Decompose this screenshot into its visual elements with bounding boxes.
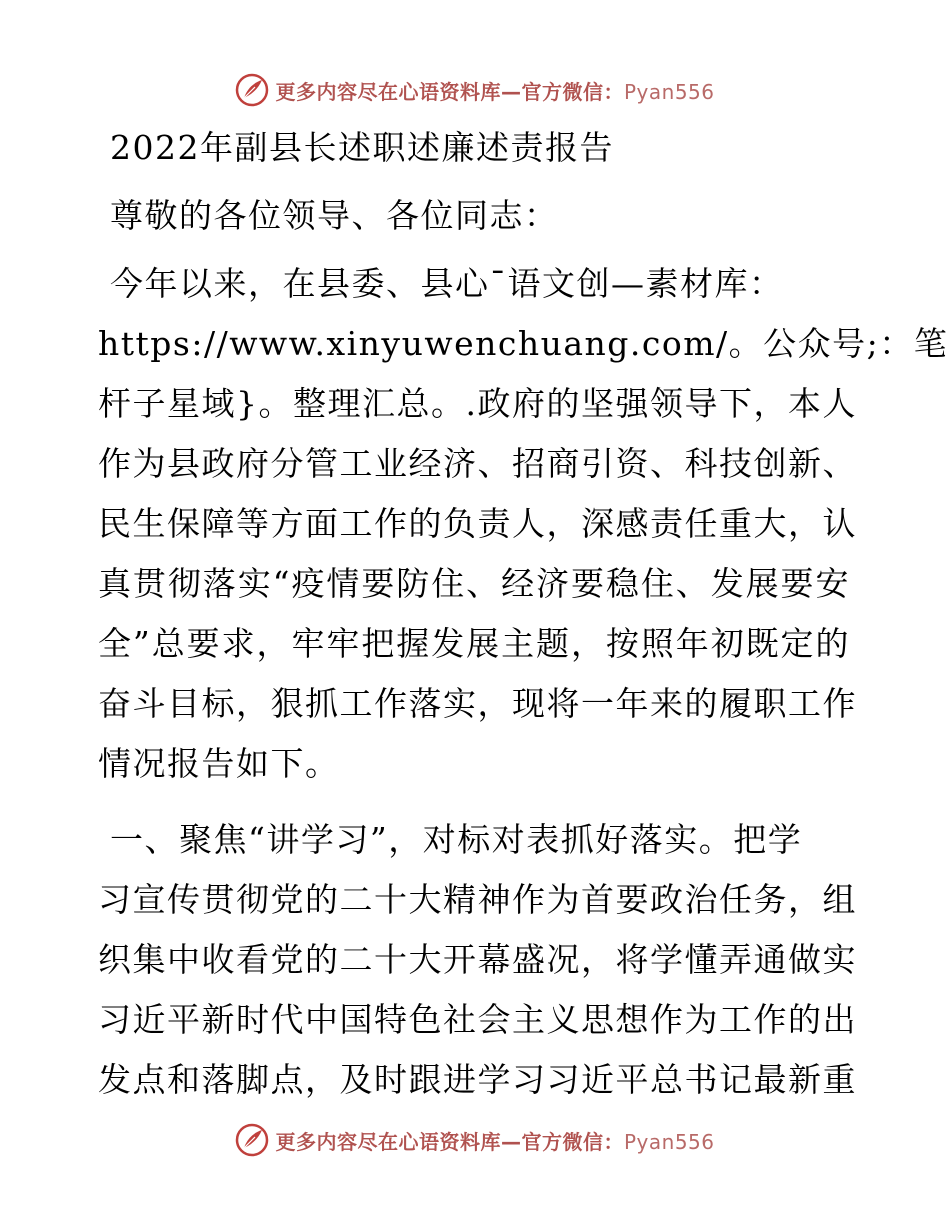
salutation: 尊敬的各位领导、各位同志： <box>110 196 559 235</box>
paragraph-line: 习近平新时代中国特色社会主义思想作为工作的出 <box>98 1000 857 1039</box>
paragraph-line: 杆子星域}。整理汇总。.政府的坚强领导下，本人 <box>98 384 857 423</box>
paragraph-line: 全”总要求，牢牢把握发展主题，按照年初既定的 <box>98 624 850 663</box>
document-title: 2022年副县长述职述廉述责报告 <box>110 128 614 167</box>
paragraph-line: 民生保障等方面工作的负责人，深感责任重大，认 <box>98 504 857 543</box>
paragraph-line: https://www.xinyuwenchuang.com/。公众号;：笔 <box>98 324 949 363</box>
paragraph-line: 今年以来，在县委、县心¯语文创—素材库： <box>110 264 784 303</box>
section-heading-line: 一、聚焦“讲学习”，对标对表抓好落实。把学 <box>110 820 803 859</box>
banner-text <box>275 1126 714 1155</box>
feather-pen-logo-icon <box>235 73 269 107</box>
banner-wechat-id: Pyan556 <box>623 79 715 104</box>
paragraph-line: 作为县政府分管工业经济、招商引资、科技创新、 <box>98 444 857 483</box>
banner-main-text: 更多内容尽在心语资料库—官方微信： <box>275 79 624 104</box>
feather-pen-logo-icon <box>235 1123 269 1157</box>
paragraph-2 <box>98 810 857 1110</box>
document-body <box>98 118 949 1110</box>
paragraph-line: 情况报告如下。 <box>98 744 340 783</box>
banner-text <box>275 76 714 105</box>
paragraph-line: 习宣传贯彻党的二十大精神作为首要政治任务，组 <box>98 880 857 919</box>
header-banner <box>0 70 950 110</box>
paragraph-1 <box>98 254 949 794</box>
banner-main-text: 更多内容尽在心语资料库—官方微信： <box>275 1129 624 1154</box>
footer-banner <box>0 1120 950 1160</box>
paragraph-line: 发点和落脚点，及时跟进学习习近平总书记最新重 <box>98 1060 857 1099</box>
banner-wechat-id: Pyan556 <box>623 1129 715 1154</box>
paragraph-line: 真贯彻落实“疫情要防住、经济要稳住、发展要安 <box>98 564 850 603</box>
paragraph-line: 奋斗目标，狠抓工作落实，现将一年来的履职工作 <box>98 684 857 723</box>
paragraph-line: 织集中收看党的二十大开幕盛况，将学懂弄通做实 <box>98 940 857 979</box>
